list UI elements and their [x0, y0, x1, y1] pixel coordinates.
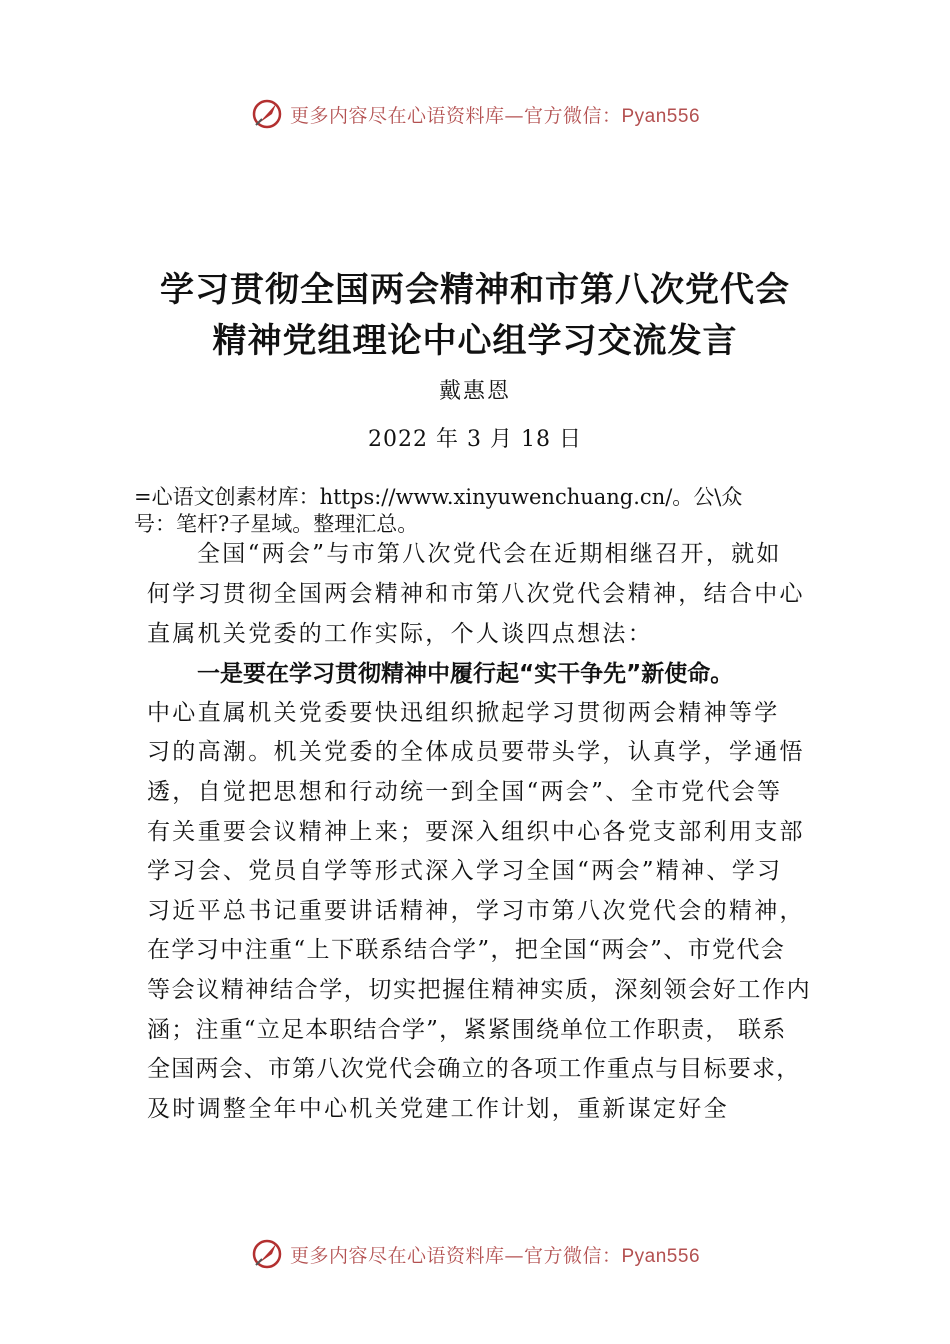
- footer-watermark: [0, 1236, 950, 1272]
- section-1-line: 透，自觉把思想和行动统一到全国“两会”、全市党代会等: [147, 779, 783, 805]
- section-1-line: 学习会、党员自学等形式深入学习全国“两会”精神、学习: [147, 858, 783, 884]
- watermark-wechat-id: Pyan556: [621, 105, 701, 127]
- section-1-line: 涵；注重“立足本职结合学”，紧紧围绕单位工作职责， 联系: [147, 1017, 787, 1043]
- quill-logo-icon: [250, 1237, 284, 1271]
- section-1-line: 在学习中注重“上下联系结合学”，把全国“两会”、市党代会: [147, 937, 786, 963]
- quill-logo-icon: [250, 97, 284, 131]
- section-1-line: 全国两会、市第八次党代会确立的各项工作重点与目标要求，: [147, 1056, 801, 1082]
- author-name: 戴惠恩: [438, 379, 511, 404]
- section-1-line: 有关重要会议精神上来；要深入组织中心各党支部利用支部: [147, 819, 805, 845]
- intro-line: 直属机关党委的工作实际，个人谈四点想法：: [147, 621, 653, 647]
- section-1-line: 习近平总书记重要讲话精神，学习市第八次党代会的精神，: [147, 898, 805, 924]
- watermark-text: 更多内容尽在心语资料库—官方微信：Pyan556: [289, 1244, 701, 1267]
- source-note-line-2: 号：笔杆?子星域。整理汇总。: [134, 512, 419, 536]
- watermark-wechat-id: Pyan556: [621, 1245, 701, 1267]
- header-watermark: [0, 96, 950, 132]
- section-1-heading: 一是要在学习贯彻精神中履行起“实干争先”新使命。: [197, 661, 734, 687]
- section-1-line: 及时调整全年中心机关党建工作计划，重新谋定好全: [147, 1096, 729, 1122]
- section-1-line: 中心直属机关党委要快迅组织掀起学习贯彻两会精神等学: [147, 700, 780, 726]
- document-date: 2022 年 3 月 18 日: [368, 427, 582, 452]
- document-title-line-1: 学习贯彻全国两会精神和市第八次党代会: [160, 270, 790, 310]
- document-title-line-2: 精神党组理论中心组学习交流发言: [212, 321, 738, 361]
- intro-line: 全国“两会”与市第八次党代会在近期相继召开，就如: [197, 541, 782, 567]
- watermark-text: 更多内容尽在心语资料库—官方微信：Pyan556: [289, 104, 701, 127]
- intro-line: 何学习贯彻全国两会精神和市第八次党代会精神，结合中心: [147, 581, 805, 607]
- section-1-line: 等会议精神结合学，切实把握住精神实质，深刻领会好工作内: [147, 977, 812, 1003]
- source-note-line-1: =心语文创素材库：https://www.xinyuwenchuang.cn/。公\众: [134, 485, 743, 509]
- section-1-line: 习的高潮。机关党委的全体成员要带头学，认真学，学通悟: [147, 739, 805, 765]
